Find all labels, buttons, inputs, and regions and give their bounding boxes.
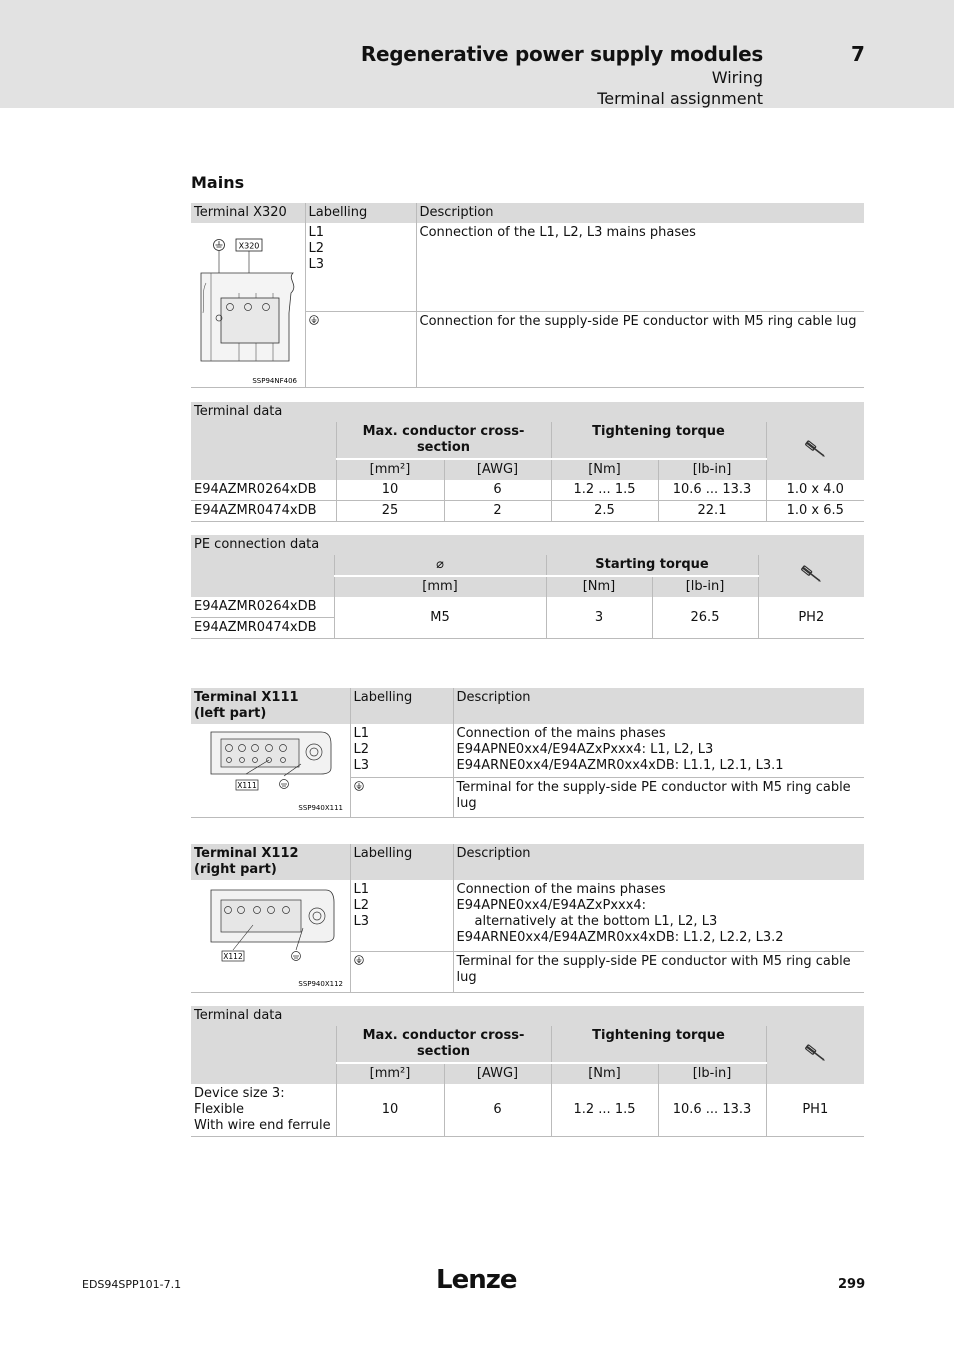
x320-figure	[191, 223, 305, 388]
cell-nm: 3	[546, 597, 652, 639]
x112-terminal-drawing	[191, 880, 349, 992]
x112-desc-line: Connection of the mains phases	[456, 882, 666, 897]
cell-lbin: 26.5	[652, 597, 758, 639]
x320-desc-pe: Connection for the supply-side PE conductor with M5 ring cable lug	[416, 311, 864, 387]
x112-desc-line: alternatively at the bottom L1, L2, L3	[474, 914, 718, 929]
x111-figure	[191, 724, 350, 818]
x320-header-labelling: Labelling	[308, 205, 368, 220]
screwdriver-icon	[802, 438, 828, 460]
table-row	[191, 597, 864, 618]
x111-header-description: Description	[456, 690, 531, 705]
cell-awg: 6	[444, 1084, 551, 1137]
unit-nm: [Nm]	[551, 459, 658, 480]
x111-desc-line: E94ARNE0xx4/E94AZMR0xx4xDB: L1.1, L2.1, L3.1	[456, 758, 784, 773]
x111-label-l1: L1	[353, 726, 370, 741]
x320-figure-label: X320	[238, 241, 260, 251]
x111-header-terminal	[191, 688, 350, 724]
cell-tool: PH2	[758, 597, 864, 639]
x112-labels	[350, 880, 453, 952]
x112-header-terminal	[191, 844, 350, 880]
unit-lbin: [lb-in]	[652, 576, 758, 597]
x112-desc-phases	[453, 880, 864, 952]
x112-desc-line: E94APNE0xx4/E94AZxPxxx4:	[456, 898, 647, 913]
x111-table	[191, 688, 864, 818]
device-name: E94AZMR0264xDB	[191, 597, 334, 618]
x111-desc-line: E94APNE0xx4/E94AZxPxxx4: L1, L2, L3	[456, 742, 714, 757]
unit-awg: [AWG]	[444, 1063, 551, 1084]
x112-figure-code: SSP940X112	[298, 980, 343, 988]
x112-table	[191, 844, 864, 993]
page-header	[0, 0, 954, 108]
terminal-data-2-title: Terminal data	[194, 1008, 283, 1023]
x112-desc-line: E94ARNE0xx4/E94AZMR0xx4xDB: L1.2, L2.2, L3.2	[456, 930, 784, 945]
device-description	[191, 1084, 336, 1137]
x112-label-l1: L1	[353, 882, 370, 897]
x320-label-l3: L3	[308, 257, 325, 272]
x112-pe-label	[350, 952, 453, 993]
pe-data-title: PE connection data	[194, 537, 320, 552]
x320-label-l1: L1	[308, 225, 325, 240]
pe-ground-icon	[354, 781, 364, 791]
screwdriver-icon	[802, 1042, 828, 1064]
cell-awg: 6	[444, 480, 551, 501]
cell-size: M5	[334, 597, 546, 639]
terminal-data-2-corner	[191, 1026, 336, 1084]
x111-terminal-drawing	[191, 724, 349, 817]
x320-desc-phases: Connection of the L1, L2, L3 mains phases	[416, 223, 864, 311]
x112-figure	[191, 880, 350, 993]
cell-mm2: 10	[336, 1084, 444, 1137]
x112-label-l2: L2	[353, 898, 370, 913]
table-row	[191, 1084, 864, 1137]
cell-tool: 1.0 x 4.0	[766, 480, 864, 501]
x320-header-description: Description	[416, 203, 864, 223]
cell-nm: 2.5	[551, 501, 658, 522]
x111-pe-label	[350, 777, 453, 817]
x112-header-title: Terminal X112	[194, 846, 299, 861]
terminal-data-1-group-cross-section: Max. conductor cross-section	[336, 422, 551, 459]
lenze-logo: Lenze	[436, 1265, 517, 1295]
x111-desc-line: Connection of the mains phases	[456, 726, 666, 741]
unit-mm2: [mm²]	[336, 459, 444, 480]
x111-header-labelling: Labelling	[350, 688, 453, 724]
x111-header-subtitle: (left part)	[194, 706, 267, 721]
unit-mm2: [mm²]	[336, 1063, 444, 1084]
x112-header-subtitle: (right part)	[194, 862, 277, 877]
x112-header-description: Description	[456, 846, 531, 861]
x320-label-l2: L2	[308, 241, 325, 256]
cell-lbin: 22.1	[658, 501, 766, 522]
chapter-title: Regenerative power supply modules	[360, 42, 763, 66]
x111-figure-label: X111	[237, 781, 257, 790]
page-number: 299	[838, 1277, 866, 1292]
terminal-data-table-1	[191, 402, 864, 522]
cell-nm: 1.2 ... 1.5	[551, 1084, 658, 1137]
device-name: E94AZMR0264xDB	[191, 480, 336, 501]
unit-lbin: [lb-in]	[658, 1063, 766, 1084]
x111-desc-phases	[453, 724, 864, 777]
terminal-data-2-tool-header	[766, 1026, 864, 1084]
x320-table	[191, 203, 864, 388]
pe-connection-table	[191, 535, 864, 639]
x111-desc-pe: Terminal for the supply-side PE conductor with M5 ring cable lug	[453, 777, 864, 817]
unit-mm: [mm]	[334, 576, 546, 597]
chapter-number: 7	[851, 42, 865, 66]
pe-data-corner	[191, 555, 334, 597]
cell-nm: 1.2 ... 1.5	[551, 480, 658, 501]
x320-terminal-drawing	[191, 223, 304, 387]
terminal-data-2-group-cross-section: Max. conductor cross-section	[336, 1026, 551, 1063]
table-row	[191, 480, 864, 501]
cell-lbin: 10.6 ... 13.3	[658, 480, 766, 501]
pe-ground-icon	[309, 315, 319, 325]
x112-header-labelling: Labelling	[350, 844, 453, 880]
x320-header-terminal: Terminal X320	[191, 203, 305, 223]
unit-nm: [Nm]	[546, 576, 652, 597]
x112-desc-pe: Terminal for the supply-side PE conductor with M5 ring cable lug	[453, 952, 864, 993]
terminal-data-table-2	[191, 1006, 864, 1137]
pe-data-tool-header	[758, 555, 864, 597]
cell-lbin: 10.6 ... 13.3	[658, 1084, 766, 1137]
screwdriver-icon	[798, 563, 824, 585]
device-name: E94AZMR0474xDB	[191, 501, 336, 522]
terminal-data-1-tool-header	[766, 422, 864, 480]
device-line: Device size 3:	[194, 1086, 285, 1101]
x112-label-l3: L3	[353, 914, 370, 929]
terminal-data-1-corner	[191, 422, 336, 480]
unit-lbin: [lb-in]	[658, 459, 766, 480]
section-path-1: Wiring	[711, 68, 763, 87]
unit-awg: [AWG]	[444, 459, 551, 480]
x111-header-title: Terminal X111	[194, 690, 299, 705]
x320-labels	[305, 223, 416, 311]
device-line: With wire end ferrule	[194, 1118, 331, 1133]
pe-data-group-torque: Starting torque	[546, 555, 758, 576]
x112-figure-label: X112	[223, 952, 243, 961]
pe-ground-icon	[354, 955, 364, 965]
x111-label-l2: L2	[353, 742, 370, 757]
table-row	[191, 501, 864, 522]
cell-mm2: 10	[336, 480, 444, 501]
cell-mm2: 25	[336, 501, 444, 522]
x111-labels	[350, 724, 453, 777]
section-title: Mains	[191, 173, 245, 192]
device-line: Flexible	[194, 1102, 245, 1117]
diameter-icon: ⌀	[334, 555, 546, 576]
terminal-data-2-group-torque: Tightening torque	[551, 1026, 766, 1063]
terminal-data-1-group-torque: Tightening torque	[551, 422, 766, 459]
x320-pe-label	[305, 311, 416, 387]
unit-nm: [Nm]	[551, 1063, 658, 1084]
document-id: EDS94SPP101-7.1	[82, 1278, 182, 1291]
cell-awg: 2	[444, 501, 551, 522]
x320-figure-code: SSP94NF406	[252, 377, 297, 385]
cell-tool: PH1	[766, 1084, 864, 1137]
x111-figure-code: SSP940X111	[298, 804, 343, 812]
section-path-2: Terminal assignment	[597, 89, 763, 108]
terminal-data-1-title: Terminal data	[194, 404, 283, 419]
device-name: E94AZMR0474xDB	[191, 618, 334, 639]
x111-label-l3: L3	[353, 758, 370, 773]
cell-tool: 1.0 x 6.5	[766, 501, 864, 522]
